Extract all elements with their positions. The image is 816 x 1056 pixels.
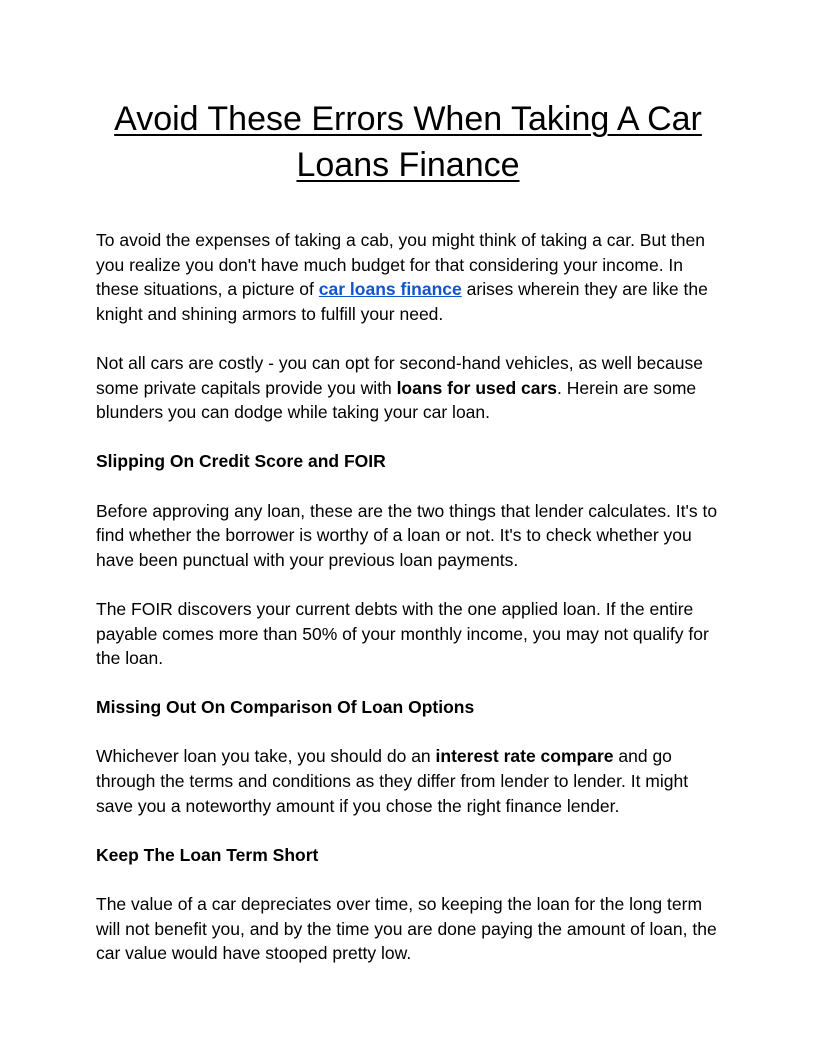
document-title [96,96,720,188]
section-heading-loan-term: Keep The Loan Term Short [96,844,319,865]
title-line-2: Loans Finance [296,146,520,184]
paragraph-used-cars-text-after: . Herein are some blunders you can dodge while taking your car loan. [96,377,697,423]
paragraph-intro-text-before: To avoid the expenses of taking a cab, you might think of taking a car. But then you realize you don't have much budget for that considering your income. In these situations, a picture of [96,230,705,300]
paragraph-foir: The FOIR discovers your current debts with the one applied loan. If the entire payable comes more than 50% of your monthly income, you may not qualify for the loan. [96,598,709,669]
paragraph-comparison [96,744,720,818]
paragraph-approval: Before approving any loan, these are the two things that lender calculates. It's to find whether the borrower is worthy of a loan or not. It's to check whether you have been punctual with your previous loan payments. [96,500,718,570]
section-heading-comparison: Missing Out On Comparison Of Loan Options [96,697,475,718]
car-loans-finance-link[interactable]: car loans finance [318,279,462,300]
paragraph-intro [96,228,720,326]
interest-rate-compare-bold: interest rate compare [435,746,614,767]
paragraph-comparison-text-before: Whichever loan you take, you should do an [96,746,436,767]
section-heading-credit-score: Slipping On Credit Score and FOIR [96,451,386,472]
paragraph-used-cars [96,351,720,425]
paragraph-comparison-text-after: and go through the terms and conditions as they differ from lender to lender. It might save you a noteworthy amount if you chose the right finance lender. [96,746,689,816]
title-line-1: Avoid These Errors When Taking A Car [114,100,702,138]
paragraph-used-cars-text-before: Not all cars are costly - you can opt for second-hand vehicles, as well because some private capitals provide you with [96,352,703,398]
paragraph-loan-term: The value of a car depreciates over time, so keeping the loan for the long term will not benefit you, and by the time you are done paying the amount of loan, the car value would have stooped pretty low. [96,894,717,964]
paragraph-intro-text-after: arises wherein they are like the knight and shining armors to fulfill your need. [96,279,708,324]
document-page [96,96,720,966]
loans-for-used-cars-bold: loans for used cars [396,377,558,398]
